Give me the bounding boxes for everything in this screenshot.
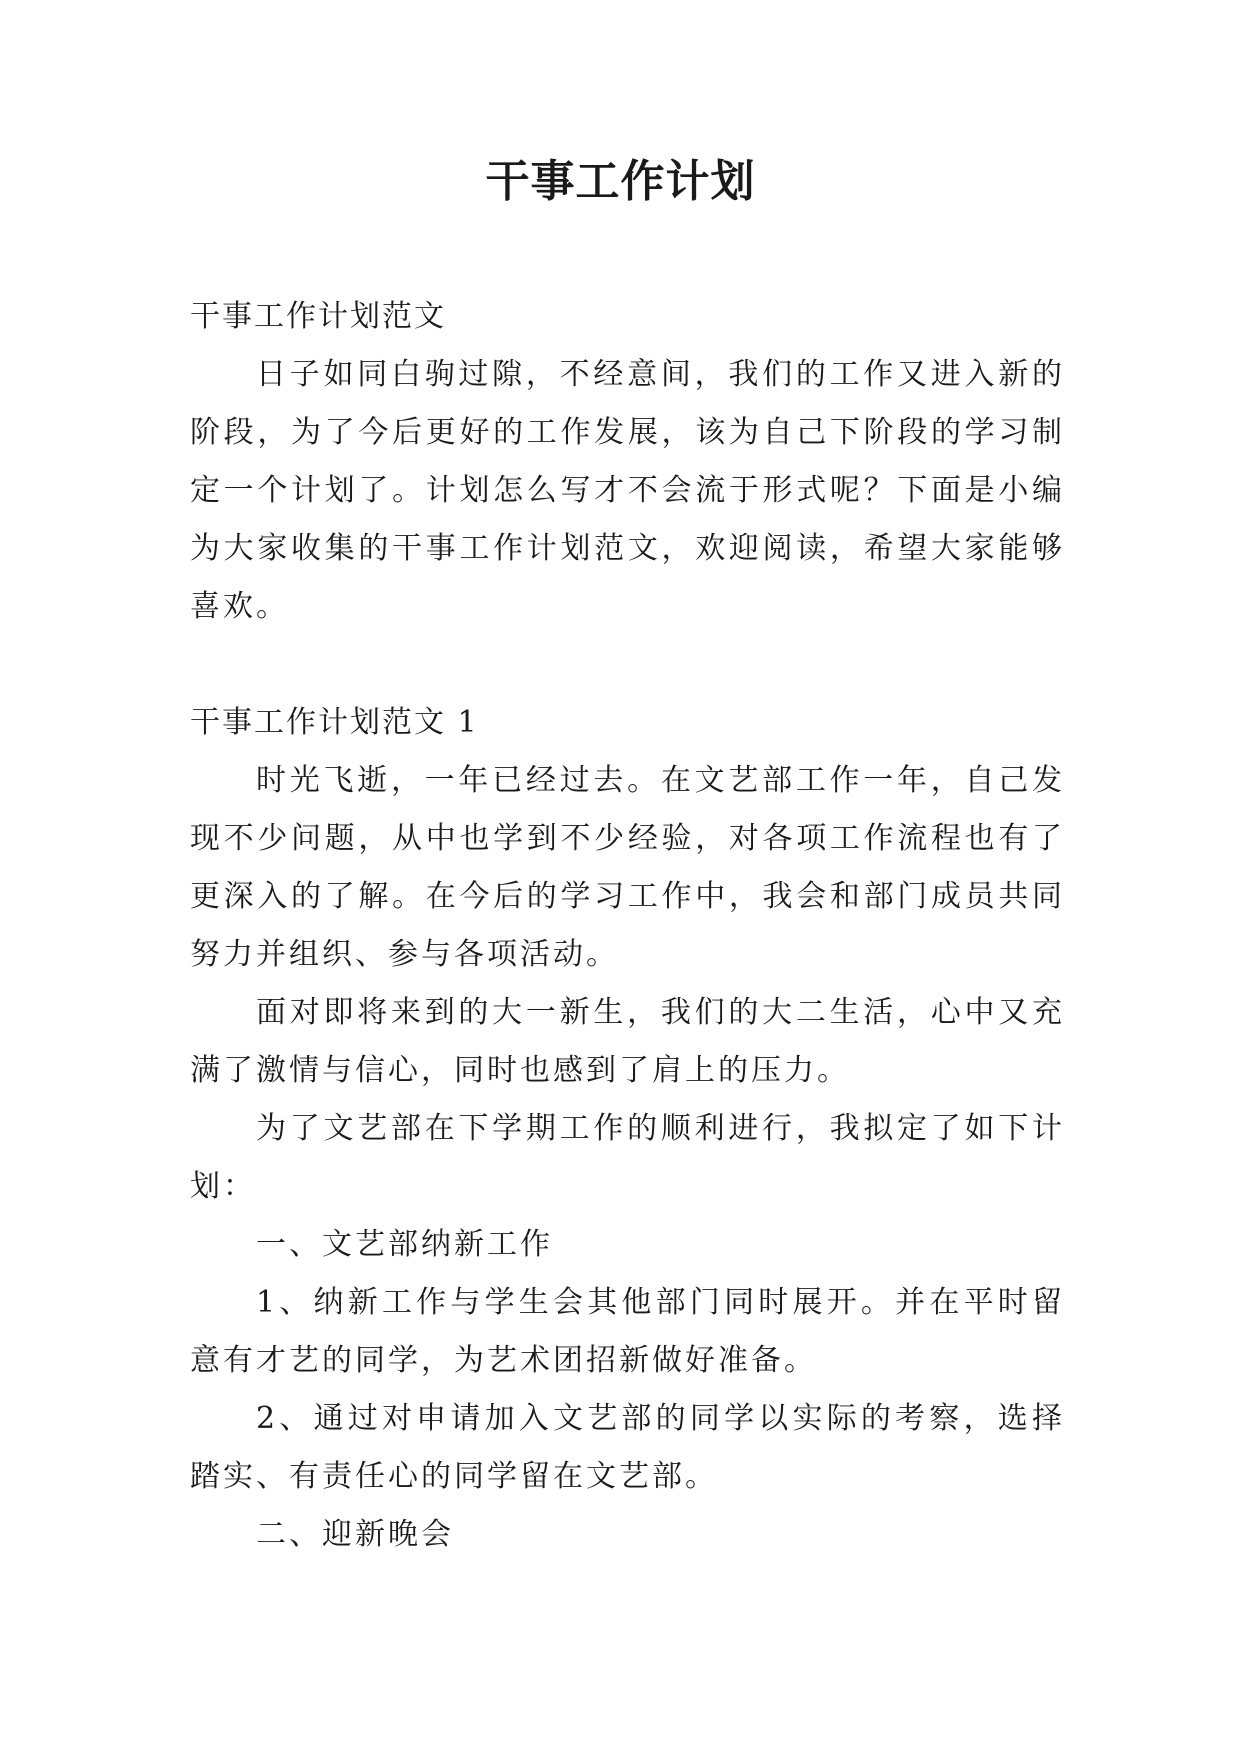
paragraph-spacer [190,636,1065,694]
document-body [190,288,1065,1564]
list-item: 2、通过对申请加入文艺部的同学以实际的考察，选择踏实、有责任心的同学留在文艺部。 [190,1401,1065,1494]
section-heading: 干事工作计划范文 [190,299,446,334]
body-paragraph: 面对即将来到的大一新生，我们的大二生活，心中又充满了激情与信心，同时也感到了肩上的压力。 [190,995,1065,1088]
body-paragraph: 时光飞逝，一年已经过去。在文艺部工作一年，自己发现不少问题，从中也学到不少经验，对各项工作流程也有了更深入的了解。在今后的学习工作中，我会和部门成员共同努力并组织、参与各项活动。 [190,763,1065,972]
list-heading: 一、文艺部纳新工作 [256,1227,553,1262]
body-paragraph: 为了文艺部在下学期工作的顺利进行，我拟定了如下计划： [190,1111,1065,1204]
list-heading: 二、迎新晚会 [256,1517,454,1552]
list-item: 1、纳新工作与学生会其他部门同时展开。并在平时留意有才艺的同学，为艺术团招新做好准备。 [190,1285,1065,1378]
section-heading: 干事工作计划范文 1 [190,705,479,740]
intro-paragraph: 日子如同白驹过隙，不经意间，我们的工作又进入新的阶段，为了今后更好的工作发展，该为自己下阶段的学习制定一个计划了。计划怎么写才不会流于形式呢？下面是小编为大家收集的干事工作计划范文，欢迎阅读，希望大家能够喜欢。 [190,357,1065,624]
document-title: 干事工作计划 [485,156,756,207]
